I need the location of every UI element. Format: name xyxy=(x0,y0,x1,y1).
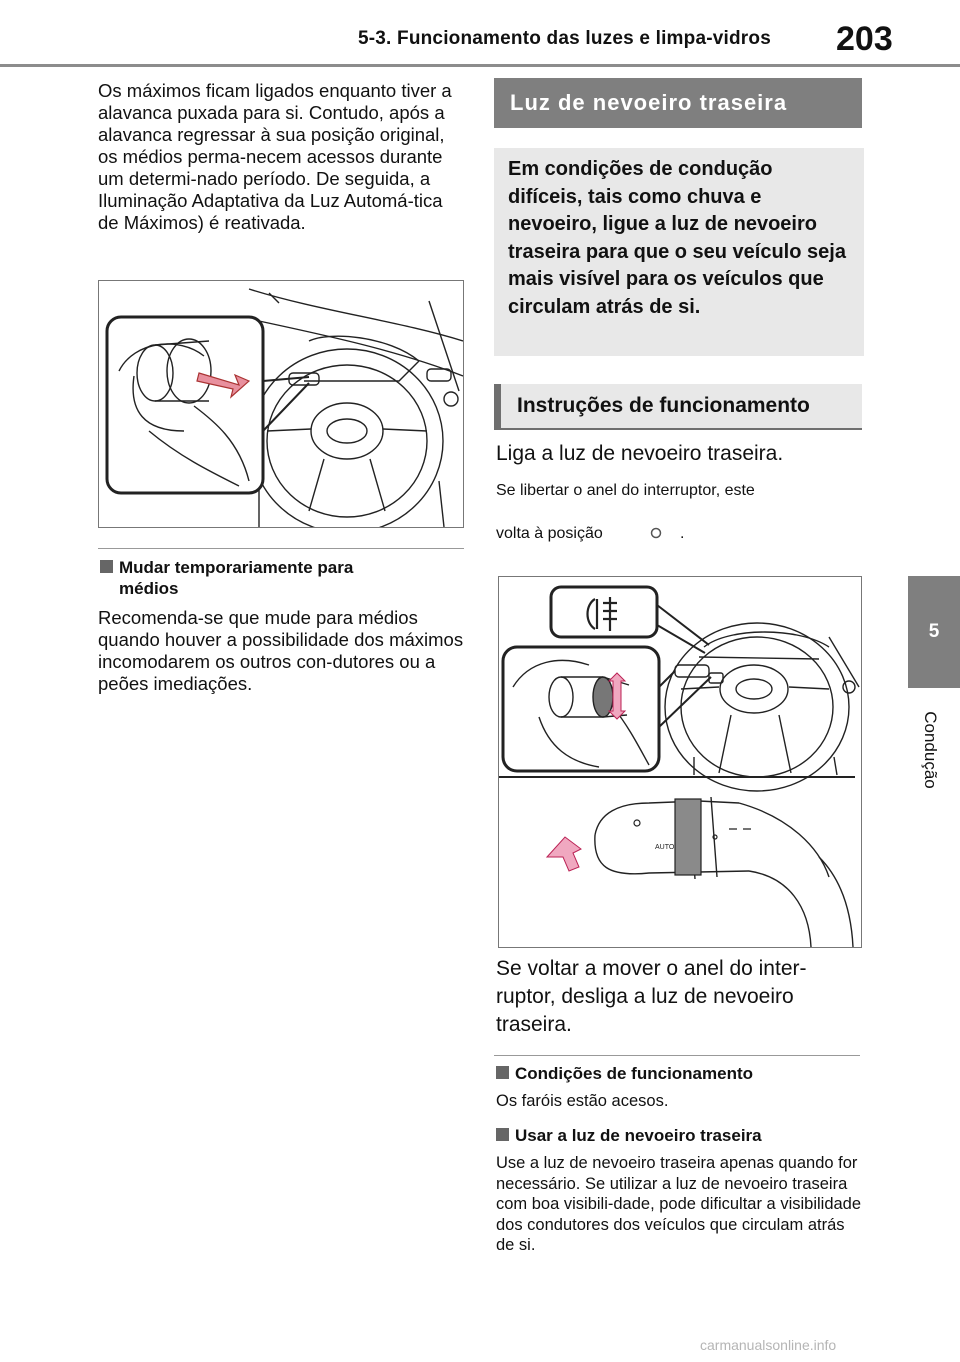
section-divider-2 xyxy=(494,1055,860,1056)
chapter-tab-label xyxy=(900,690,960,810)
subheading-low-beam xyxy=(100,557,440,599)
intro-paragraph: Os máximos ficam ligados enquanto tiver a alavanca puxada para si. Contudo, após a alavanca regressar à sua posição original, os médios perma-necem acessos durante um determi-nado período. De seguida, a Iluminação Adaptativa da Luz Automá-tica de Máximos) é reativada. xyxy=(98,80,452,233)
intro-box: Em condições de condução difíceis, tais como chuva e nevoeiro, ligue a luz de nevoeiro traseira para que o seu veículo seja mais visível para os veículos que circulam atrás de si. xyxy=(494,148,864,356)
note-line2-end: . xyxy=(680,525,685,542)
subheading-line1: Mudar temporariamente para xyxy=(119,558,354,577)
subheading-line2: médios xyxy=(119,579,179,598)
switch-auto-label: AUTO xyxy=(655,844,675,851)
push-arrow-icon xyxy=(547,837,581,871)
section-divider xyxy=(98,548,464,549)
instructions-heading: Instruções de funcionamento xyxy=(494,384,862,430)
square-bullet-icon xyxy=(496,1066,509,1079)
steering-lever-illustration xyxy=(99,281,463,527)
note-line1: Se libertar o anel do interruptor, este xyxy=(496,482,755,499)
section-title-bar: Luz de nevoeiro traseira xyxy=(494,78,862,128)
step-turn-off: Se voltar a mover o anel do inter-ruptor, desliga a luz de nevoeiro traseira. xyxy=(496,957,807,1036)
chapter-tab-label-text: Condução xyxy=(921,711,940,789)
subheading-body: Recomenda-se que mude para médios quando houver a possibilidade dos máximos incomodarem os outros con-dutores ou a peões imediações. xyxy=(98,607,464,694)
fog-switch-illustration xyxy=(499,577,861,947)
section-title: 5-3. Funcionamento das luzes e limpa-vidros xyxy=(358,28,771,49)
chapter-tab-number: 5 xyxy=(908,576,960,688)
header-rule xyxy=(0,64,960,67)
use-body: Use a luz de nevoeiro traseira apenas quando for necessário. Se utilizar a luz de nevoeiro traseira com boa visibili-dade, pode dificultar a visibilidade dos condutores dos veículos que circulam atrás de si. xyxy=(496,1154,862,1254)
conditions-heading-text: Condições de funcionamento xyxy=(515,1064,754,1083)
note-line2: volta à posição xyxy=(496,525,603,542)
use-heading-text: Usar a luz de nevoeiro traseira xyxy=(515,1126,762,1145)
subheading-conditions xyxy=(496,1063,753,1084)
subheading-use-fog xyxy=(496,1125,762,1146)
figure-steering-lever-pull xyxy=(98,280,464,528)
watermark: carmanualsonline.info xyxy=(700,1337,837,1353)
figure-fog-switch xyxy=(498,576,862,948)
square-bullet-icon xyxy=(496,1128,509,1141)
conditions-body: Os faróis estão acesos. xyxy=(496,1092,669,1110)
page-number: 203 xyxy=(836,20,893,58)
off-position-icon xyxy=(650,526,662,538)
square-bullet-icon xyxy=(100,560,113,573)
step-turn-on: Liga a luz de nevoeiro traseira. xyxy=(496,442,784,465)
